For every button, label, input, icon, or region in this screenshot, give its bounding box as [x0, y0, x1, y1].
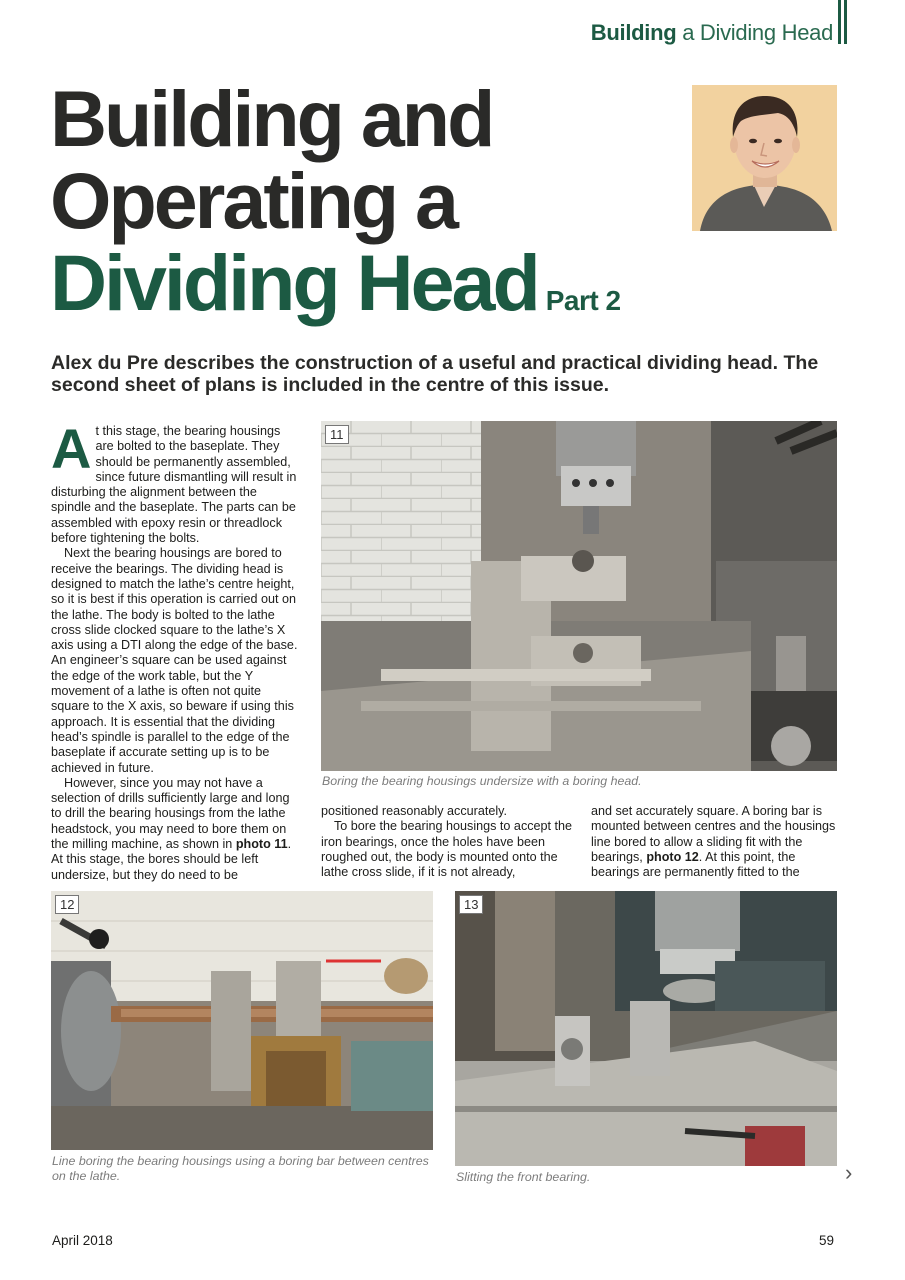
photo-13-label: 13 [459, 895, 483, 914]
body-paragraph-4: positioned reasonably accurately. [321, 804, 507, 818]
body-paragraph-1 [51, 417, 299, 546]
body-paragraph-6 [591, 804, 841, 880]
running-header-rest: a Dividing Head [682, 20, 833, 45]
author-portrait-image [692, 85, 837, 231]
photo-11-label: 11 [325, 425, 349, 444]
article-title [50, 74, 621, 342]
drop-cap: A [51, 417, 92, 480]
body-paragraph-3-text-a: However, since you may not have a selection of drills sufficiently large and long to drill the bearing housings from the lathe headstock, you may need to bore them on the milling machine, as shown in [51, 775, 290, 852]
body-column-3 [591, 804, 841, 880]
standfirst: Alex du Pre describes the construction of a useful and practical dividing head. The second sheet of plans is included in the centre of this issue. [51, 352, 819, 396]
running-header-bold: Building [590, 20, 677, 45]
next-page-arrow-icon[interactable]: › [845, 1160, 853, 1185]
body-paragraph-2: Next the bearing housings are bored to receive the bearings. The dividing head is designed to match the lathe’s centre height, so it is best if this operation is carried out on the lathe. The body is bolted to the lathe cross slide clocked square to the lathe’s X axis using a DTI along the edge of the base. An engineer’s square can be used against the edge of the work table, but the Y movement of a lathe is often not quite square to the X axis, so beware if using this approach. It is essential that the dividing head’s spindle is parallel to the edge of the baseplate if accurate setting up is to be achieved in future. [51, 546, 298, 775]
author-portrait [692, 85, 837, 231]
photo-12-label: 12 [55, 895, 79, 914]
photo-13-caption: Slitting the front bearing. [456, 1170, 591, 1184]
title-line-2: Operating a [50, 156, 456, 245]
title-line-3: Dividing Head [50, 238, 538, 327]
photo-11 [321, 421, 837, 771]
body-paragraph-5: To bore the bearing housings to accept the iron bearings, once the holes have been roughed out, the body is mounted onto the lathe cross slide, if it is not already, [321, 819, 573, 880]
header-bars-decoration [838, 0, 847, 44]
photo-12-image [51, 891, 433, 1150]
photo-12-reference: photo 12 [646, 849, 699, 864]
title-line-3-wrap [50, 238, 621, 342]
title-part: Part 2 [545, 285, 621, 316]
body-paragraph-6-text-b: . At this point, the bearings are permanently fitted to the [591, 849, 800, 880]
body-paragraph-3 [51, 776, 299, 883]
page-number: 59 [819, 1233, 835, 1248]
body-paragraph-3-text-b: . At this stage, the bores should be left undersize, but they do need to be [51, 837, 292, 882]
photo-11-caption: Boring the bearing housings undersize with a boring head. [322, 774, 642, 788]
title-line-1: Building and [50, 74, 493, 163]
running-header [591, 20, 833, 46]
photo-12-caption: Line boring the bearing housings using a boring bar between centres on the lathe. [52, 1154, 429, 1183]
body-column-2 [321, 804, 573, 880]
body-paragraph-1-text: t this stage, the bearing housings are bolted to the baseplate. They should be permanently assembled, since future dismantling will result in disturbing the alignment between the spindle and the baseplate. The parts can be assembled with epoxy resin or threadlock before tightening the bolts. [51, 424, 297, 546]
photo-12 [51, 891, 433, 1150]
footer-date: April 2018 [52, 1233, 113, 1248]
body-paragraph-6-text-a: and set accurately square. A boring bar is mounted between centres and the housings line bored to allow a sliding fit with the bearings, [591, 804, 836, 864]
photo-13 [455, 891, 837, 1166]
body-column-1 [51, 417, 299, 883]
photo-11-reference: photo 11 [235, 837, 288, 852]
photo-13-image [455, 891, 837, 1166]
photo-11-image [321, 421, 837, 771]
